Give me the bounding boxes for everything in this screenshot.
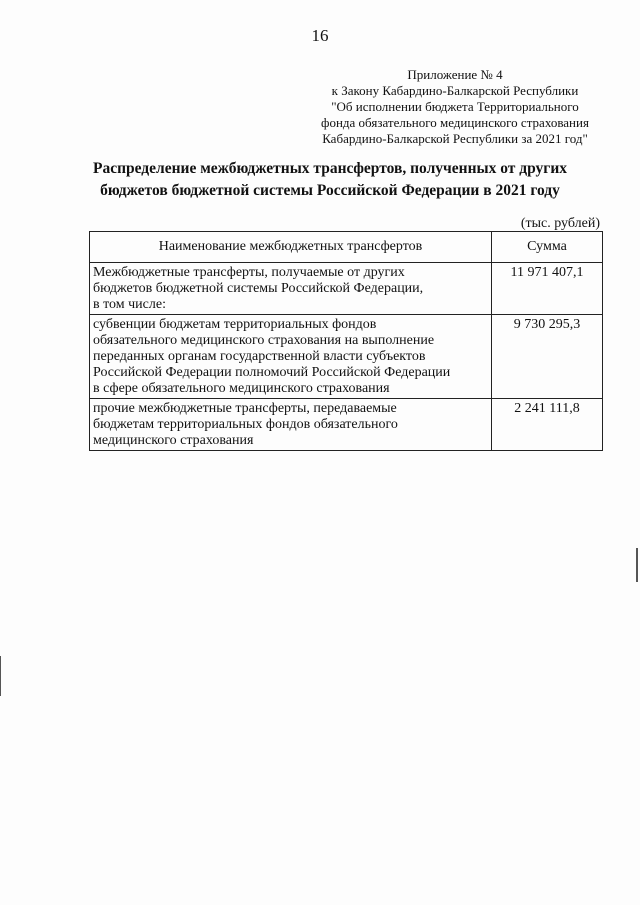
- transfer-name-line: субвенции бюджетам территориальных фондов: [93, 317, 377, 332]
- units-label: (тыс. рублей): [520, 216, 600, 231]
- column-header-name: Наименование межбюджетных трансфертов: [90, 232, 492, 263]
- table-row: [90, 315, 603, 399]
- appendix-line: к Закону Кабардино-Балкарской Республики: [331, 83, 579, 98]
- transfer-name-cell: [90, 399, 492, 451]
- transfer-sum-cell: 9 730 295,3: [492, 315, 603, 399]
- transfer-sum-cell: 11 971 407,1: [492, 263, 603, 315]
- appendix-header: [290, 67, 620, 147]
- transfer-name-cell: [90, 263, 492, 315]
- appendix-line: фонда обязательного медицинского страхования: [321, 115, 589, 130]
- scan-edge-mark: [636, 548, 638, 582]
- appendix-line: "Об исполнении бюджета Территориального: [331, 99, 579, 114]
- document-title-line: бюджетов бюджетной системы Российской Федерации в 2021 году: [100, 182, 560, 199]
- scan-edge-mark: [0, 656, 1, 696]
- transfer-name-line: в сфере обязательного медицинского страхования: [93, 381, 390, 396]
- transfer-name-line: переданных органам государственной власти субъектов: [93, 349, 426, 364]
- transfer-name-line: медицинского страхования: [93, 433, 254, 448]
- page-number: 16: [311, 26, 329, 45]
- transfer-name-cell: [90, 315, 492, 399]
- transfer-name-line: Российской Федерации полномочий Российской Федерации: [93, 365, 451, 380]
- transfer-name-line: обязательного медицинского страхования на выполнение: [93, 333, 435, 348]
- transfers-table: [89, 231, 603, 451]
- document-title-line: Распределение межбюджетных трансфертов, полученных от других: [92, 160, 568, 177]
- transfer-name-line: прочие межбюджетные трансферты, передаваемые: [93, 401, 397, 416]
- transfer-sum-cell: 2 241 111,8: [492, 399, 603, 451]
- appendix-line: Кабардино-Балкарской Республики за 2021 год": [322, 131, 588, 146]
- transfer-name-line: в том числе:: [93, 297, 166, 312]
- table-header-row: [90, 232, 603, 263]
- transfer-name-line: Межбюджетные трансферты, получаемые от других: [93, 265, 405, 280]
- table-row: [90, 263, 603, 315]
- transfer-name-line: бюджетам территориальных фондов обязательного: [93, 417, 398, 432]
- appendix-line: Приложение № 4: [407, 67, 503, 82]
- table-row: [90, 399, 603, 451]
- document-title: [80, 158, 580, 202]
- column-header-sum: Сумма: [492, 232, 603, 263]
- transfer-name-line: бюджетов бюджетной системы Российской Федерации,: [93, 281, 424, 296]
